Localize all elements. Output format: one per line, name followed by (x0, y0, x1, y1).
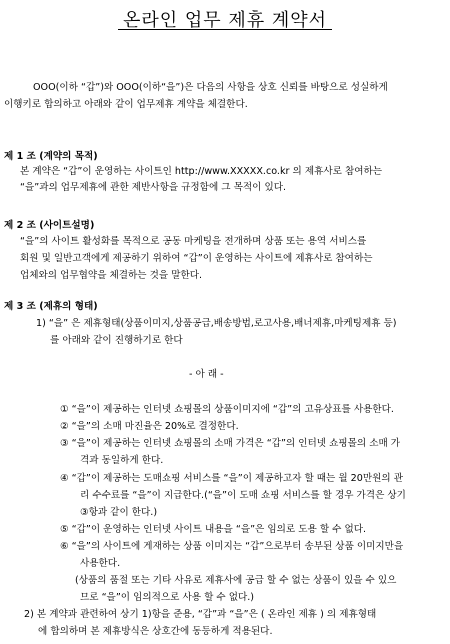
list-item-6-line-1: ⑥ “을”의 사이트에 게재하는 상품 이미지는 “갑”으로부터 송부된 상품 이미지만을 (60, 541, 404, 552)
article-3-item-2-line-1: 2) 본 계약과 관련하여 상기 1)항을 준용, “갑”과 “을”은 ( 온라인 제휴 ) 의 제휴형태 (24, 609, 377, 620)
list-item-2: ② “을”의 소매 마진율은 20%로 결정한다. (60, 421, 239, 432)
list-item-6-line-2: 사용한다. (80, 558, 121, 569)
below-marker: - 아 래 - (189, 369, 224, 380)
list-item-4-line-1: ④ “갑”이 제공하는 도매쇼핑 서비스를 “을”이 제공하고자 할 때는 월 20만원의 관 (60, 473, 403, 484)
article-2-line-2: 회원 및 일반고객에게 제공하기 위하여 “갑”이 운영하는 사이트에 제휴사로 참여하는 (20, 253, 373, 264)
list-item-4-line-2: 리 수수료를 “을”이 지급한다.(“을”이 도매 쇼핑 서비스를 할 경우 가격은 상기 (80, 490, 406, 501)
article-1-heading: 제 1 조 (계약의 목적) (4, 151, 98, 162)
list-item-4-line-3: ③항과 같이 한다.) (80, 507, 158, 518)
document-title: 온라인 업무 제휴 계약서 (122, 10, 328, 31)
list-item-3-line-1: ③ “을”이 제공하는 인터넷 쇼핑몰의 소매 가격은 “갑”의 인터넷 쇼핑몰의 소매 가 (60, 438, 401, 449)
article-3-item-1-line-2: 를 아래와 같이 진행하기로 한다 (50, 335, 183, 346)
list-item-1: ① “을”이 제공하는 인터넷 쇼핑몰의 상품이미지에 “갑”의 고유상표를 사용한다. (60, 404, 394, 415)
list-item-6-note-1: (상품의 품절 또는 기타 사유로 제휴사에 공급 할 수 없는 상품이 있을 수 있으 (75, 575, 397, 586)
list-item-5: ⑤ “갑”이 운영하는 인터넷 사이트 내용을 “을”은 임의로 도용 할 수 없다. (60, 524, 367, 535)
article-3-heading: 제 3 조 (제휴의 형태) (4, 301, 98, 312)
intro-line-2: 이행키로 합의하고 아래와 같이 업무제휴 계약을 체결한다. (4, 99, 248, 110)
article-3-item-2-line-2: 에 합의하며 본 제휴방식은 상호간에 동등하게 적용된다. (38, 626, 273, 637)
title-underline (118, 29, 332, 30)
list-item-3-line-2: 격과 동일하게 한다. (80, 455, 164, 466)
article-2-line-3: 업체와의 업무협약을 체결하는 것을 말한다. (20, 270, 203, 281)
article-2-heading: 제 2 조 (사이트설명) (4, 220, 95, 231)
article-3-item-1-line-1: 1) “을” 은 제휴형태(상품이미지,상품공급,배송방법,로고사용,배너제휴,마케팅제휴 등) (36, 318, 397, 329)
list-item-6-note-2: 므로 “을”이 임의적으로 사용 할 수 없다.) (80, 592, 255, 603)
intro-line-1: OOO(이하 “갑”)와 OOO(이하“을”)은 다음의 사항을 상호 신뢰를 바탕으로 성실하게 (33, 82, 388, 93)
article-1-line-1: 본 계약은 “갑”이 운영하는 사이트인 http://www.XXXXX.co.kr 의 제휴사로 참여하는 (20, 166, 383, 177)
article-2-line-1: “을”의 사이트 활성화를 목적으로 공동 마케팅을 전개하며 상품 또는 용역 서비스를 (20, 236, 367, 247)
article-1-line-2: “을”과의 업무제휴에 관한 제반사항을 규정함에 그 목적이 있다. (20, 182, 287, 193)
